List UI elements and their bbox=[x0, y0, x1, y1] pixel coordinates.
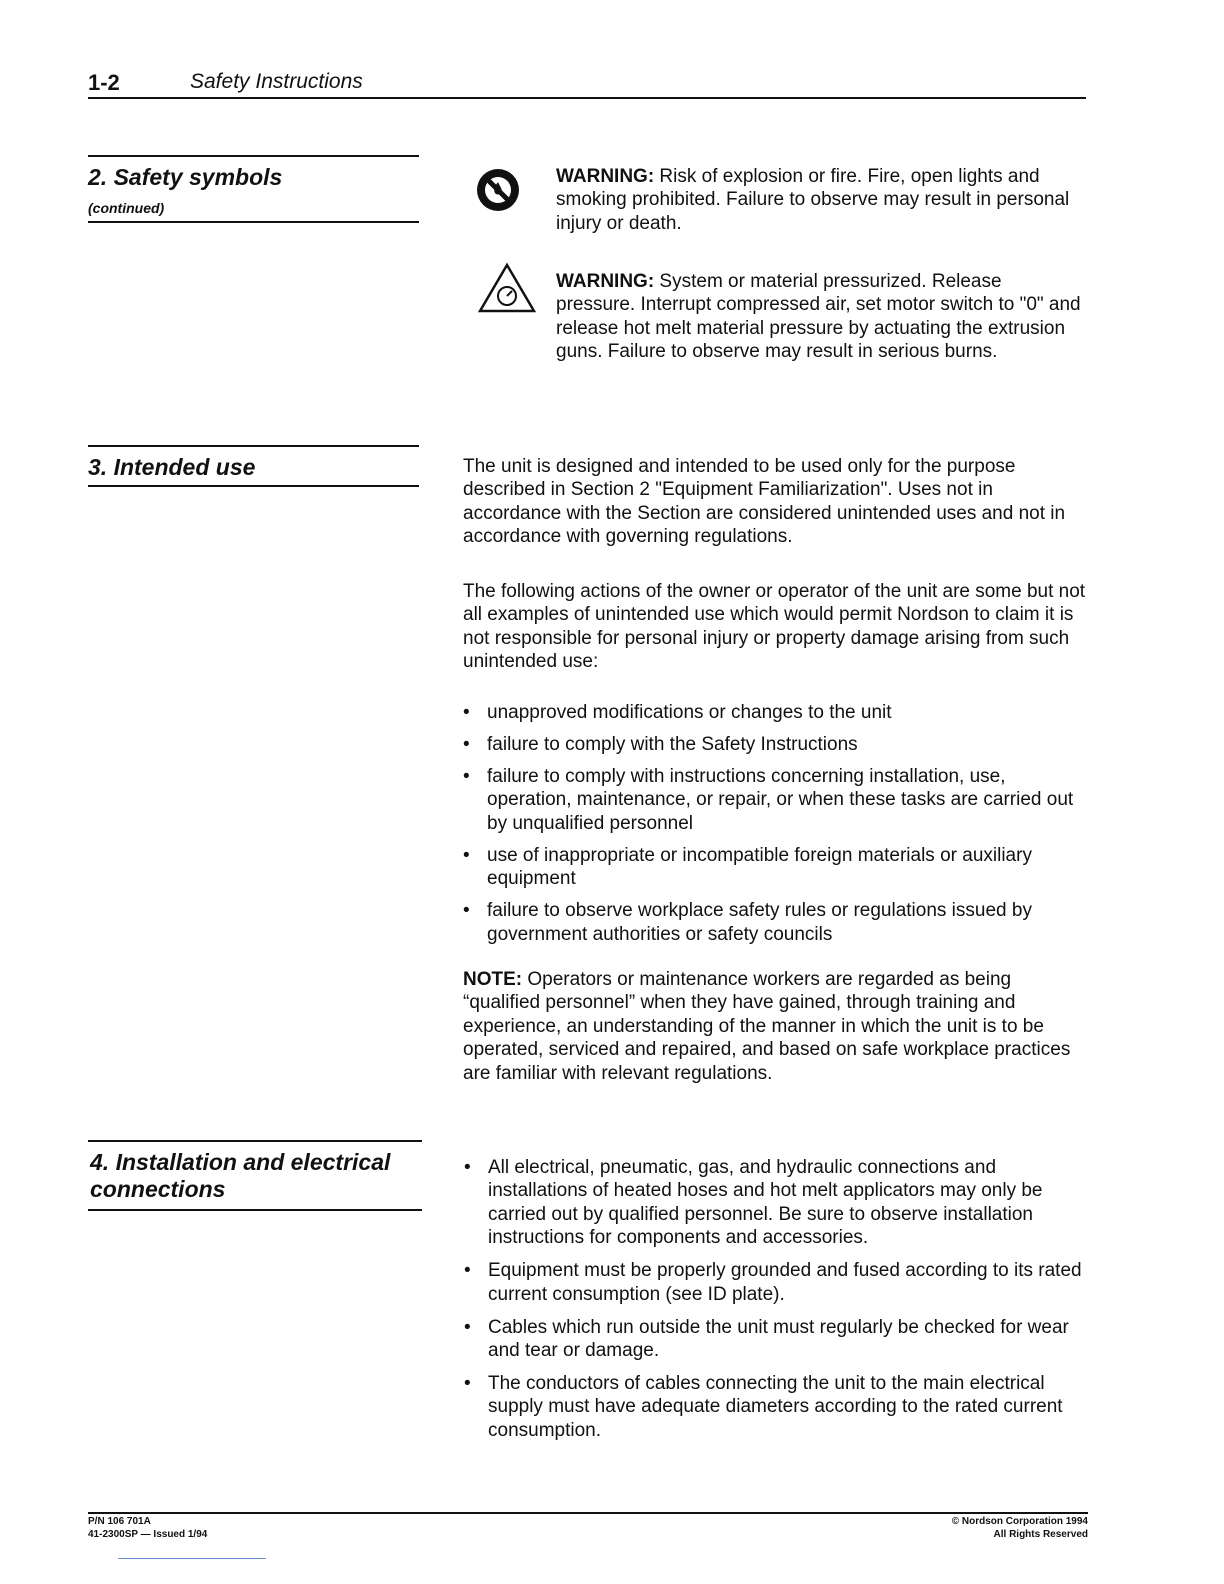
list-item bbox=[463, 899, 1088, 946]
list-item bbox=[463, 701, 1088, 724]
list-item bbox=[464, 1156, 1089, 1250]
section-title-intended-use: 3. Intended use bbox=[88, 454, 256, 480]
header-title: Safety Instructions bbox=[190, 70, 363, 93]
section-title-safety-symbols: 2. Safety symbols bbox=[88, 164, 283, 190]
list-item bbox=[463, 765, 1088, 835]
link-underline bbox=[118, 1558, 266, 1559]
note-paragraph bbox=[463, 968, 1088, 1085]
unintended-use-list bbox=[463, 701, 1088, 955]
warning-label: WARNING: bbox=[556, 166, 655, 187]
bullet-icon: • bbox=[463, 734, 470, 755]
section-rule-bottom bbox=[88, 1209, 422, 1211]
section-rule-top bbox=[88, 1140, 422, 1142]
list-item-text: All electrical, pneumatic, gas, and hydraulic connections and installations of heated hoses and hot melt applicators may only be carried out by qualified personnel. Be sure to observe installation instructions for components and accessories. bbox=[488, 1157, 1043, 1249]
header-rule bbox=[88, 97, 1086, 99]
bullet-icon: • bbox=[463, 900, 470, 922]
intended-use-paragraph-1: The unit is designed and intended to be used only for the purpose described in Section 2 "Equipment Familiarization". Uses not in accordance with the Section are considered unintended uses and not in accordance with governing regulations. bbox=[463, 456, 1066, 548]
intended-use-paragraph-2: The following actions of the owner or operator of the unit are some but not all examples of unintended use which would permit Nordson to claim it is not responsible for personal injury or property damage arising from such unintended use: bbox=[463, 581, 1086, 673]
list-item bbox=[464, 1372, 1089, 1442]
list-item-text: Cables which run outside the unit must regularly be checked for wear and tear or damage. bbox=[488, 1316, 1069, 1362]
section-title-installation bbox=[90, 1149, 390, 1203]
installation-list bbox=[464, 1156, 1089, 1452]
no-fire-icon bbox=[476, 168, 520, 212]
page-number: 1-2 bbox=[88, 70, 120, 95]
part-number: P/N 106 701A bbox=[88, 1516, 151, 1527]
list-item-text: failure to observe workplace safety rules or regulations issued by government authorities or safety councils bbox=[487, 900, 1032, 945]
bullet-icon: • bbox=[464, 1157, 471, 1178]
bullet-icon: • bbox=[463, 702, 470, 723]
note-label: NOTE: bbox=[463, 969, 523, 990]
list-item-text: unapproved modifications or changes to the unit bbox=[487, 702, 892, 723]
pressure-warning-icon bbox=[478, 262, 536, 314]
list-item bbox=[464, 1316, 1089, 1363]
warning-text-fire bbox=[556, 165, 1086, 235]
copyright: © Nordson Corporation 1994 bbox=[951, 1516, 1088, 1527]
footer-left bbox=[88, 1516, 207, 1541]
list-item-text: Equipment must be properly grounded and fused according to its rated current consumption (see ID plate). bbox=[488, 1260, 1082, 1305]
list-item bbox=[464, 1259, 1089, 1306]
list-item-text: failure to comply with the Safety Instructions bbox=[487, 734, 858, 755]
section-rule-top bbox=[88, 155, 419, 157]
rights: All Rights Reserved bbox=[993, 1528, 1088, 1540]
footer-rule bbox=[88, 1512, 1088, 1514]
list-item-text: failure to comply with instructions concerning installation, use, operation, maintenance, or repair, or when these tasks are carried out by unqualified personnel bbox=[487, 766, 1074, 834]
section-rule-top bbox=[88, 445, 419, 447]
section-rule-bottom bbox=[88, 485, 419, 487]
warning-body: System or material pressurized. Release pressure. Interrupt compressed air, set motor switch to "0" and release hot melt material pressure by actuating the extrusion guns. Failure to observe may result in serious burns. bbox=[556, 271, 1081, 363]
list-item bbox=[463, 733, 1088, 756]
list-item-text: use of inappropriate or incompatible foreign materials or auxiliary equipment bbox=[487, 844, 1032, 890]
section-subtitle-continued: (continued) bbox=[88, 200, 165, 216]
footer-right bbox=[952, 1516, 1088, 1541]
list-item bbox=[463, 844, 1088, 891]
warning-text-pressure bbox=[556, 270, 1086, 364]
bullet-icon: • bbox=[464, 1373, 471, 1395]
bullet-icon: • bbox=[464, 1260, 471, 1282]
bullet-icon: • bbox=[464, 1316, 471, 1338]
section-title-line: connections bbox=[90, 1176, 226, 1202]
section-title-line: 4. Installation and electrical bbox=[90, 1149, 391, 1175]
list-item-text: The conductors of cables connecting the unit to the main electrical supply must have adequate diameters according to the rated current consumption. bbox=[488, 1373, 1063, 1441]
warning-label: WARNING: bbox=[556, 271, 655, 292]
bullet-icon: • bbox=[463, 766, 470, 787]
warning-body: Risk of explosion or fire. Fire, open lights and smoking prohibited. Failure to observe may result in personal injury or death. bbox=[556, 166, 1070, 234]
section-rule-bottom bbox=[88, 221, 419, 223]
issue-info: 41-2300SP — Issued 1/94 bbox=[88, 1528, 208, 1540]
bullet-icon: • bbox=[463, 844, 470, 866]
note-text: Operators or maintenance workers are regarded as being “qualified personnel” when they have gained, through training and experience, an understanding of the manner in which the unit is to be operated, serviced and repaired, and based on safe workplace practices are familiar with relevant regulations. bbox=[463, 969, 1071, 1084]
